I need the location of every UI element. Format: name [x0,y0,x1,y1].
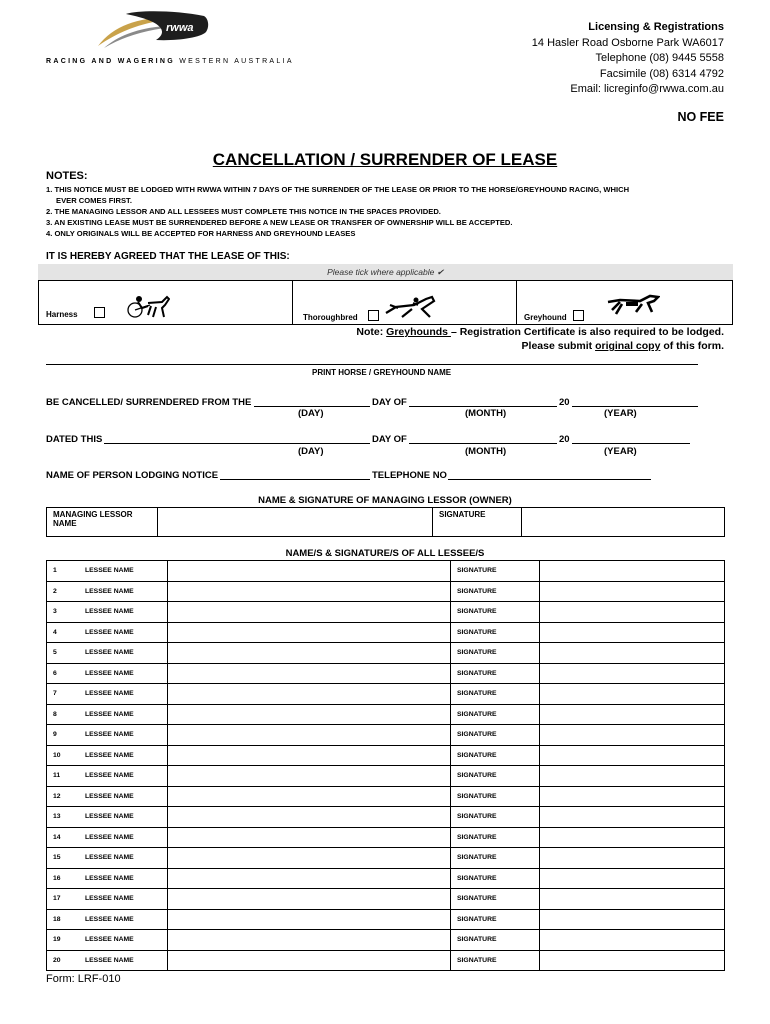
month-sub: (MONTH) [465,446,507,457]
table-row [47,909,725,930]
lessee-signature-field[interactable] [540,704,725,725]
lessee-name-label: LESSEE NAME [79,704,168,725]
lessee-signature-field[interactable] [540,848,725,869]
lessee-name-field[interactable] [168,602,451,623]
lessee-name-field[interactable] [168,950,451,971]
day-sub: (DAY) [298,446,324,457]
lessee-name-field[interactable] [168,704,451,725]
print-name-label: PRINT HORSE / GREYHOUND NAME [312,368,452,377]
lessee-number: 12 [47,786,80,807]
table-row [47,704,725,725]
facsimile: Facsimile (08) 6314 4792 [599,67,724,80]
lessee-signature-label: SIGNATURE [451,622,540,643]
lodging-tel-field[interactable] [448,479,651,480]
lessee-signature-field[interactable] [540,622,725,643]
email: Email: licreginfo@rwwa.com.au [570,83,724,95]
note-item: 1. THIS NOTICE MUST BE LODGED WITH RWWA WITHIN 7 DAYS OF THE SURRENDER OF THE LEASE OR PRIOR TO THE HORSE/GREYHOUND RACING, WHICH [46,185,630,194]
lessor-name-label: MANAGING LESSOR NAME [47,508,158,537]
lessee-number: 13 [47,807,80,828]
rwwa-logo [96,8,211,50]
agreed-heading: IT IS HEREBY AGREED THAT THE LEASE OF THIS: [46,251,290,262]
greyhound-checkbox[interactable] [573,310,584,321]
month-sub: (MONTH) [465,408,507,419]
checkmark-icon: ✔ [436,267,444,277]
lessee-name-field[interactable] [168,766,451,787]
lessee-signature-field[interactable] [540,930,725,951]
lessee-signature-label: SIGNATURE [451,827,540,848]
lessee-signature-field[interactable] [540,663,725,684]
lessee-name-label: LESSEE NAME [79,622,168,643]
lessee-signature-label: SIGNATURE [451,561,540,582]
lessee-number: 6 [47,663,80,684]
lessee-name-field[interactable] [168,786,451,807]
lessee-name-label: LESSEE NAME [79,889,168,910]
lessee-number: 2 [47,581,80,602]
lessee-number: 7 [47,684,80,705]
lessee-name-field[interactable] [168,909,451,930]
table-row [47,725,725,746]
lessee-name-field[interactable] [168,930,451,951]
fee-label: NO FEE [677,110,724,124]
table-row [47,663,725,684]
lessee-number: 14 [47,827,80,848]
lessee-name-field[interactable] [168,663,451,684]
cancelled-label: BE CANCELLED/ SURRENDERED FROM THE [46,397,252,408]
lessee-number: 1 [47,561,80,582]
lessee-name-label: LESSEE NAME [79,561,168,582]
lessee-name-field[interactable] [168,684,451,705]
thoroughbred-label: Thoroughbred [303,313,358,322]
lessee-name-label: LESSEE NAME [79,663,168,684]
lessee-number: 17 [47,889,80,910]
lessee-name-label: LESSEE NAME [79,766,168,787]
lessee-name-field[interactable] [168,889,451,910]
table-row [47,622,725,643]
harness-icon [126,293,170,324]
lodging-name-field[interactable] [220,479,370,480]
telephone: Telephone (08) 9445 5558 [595,52,724,64]
lessee-signature-label: SIGNATURE [451,786,540,807]
lessee-signature-label: SIGNATURE [451,581,540,602]
lessor-signature-label: SIGNATURE [433,508,522,537]
cancel-century-label: 20 [559,397,570,408]
lessee-name-field[interactable] [168,827,451,848]
lessee-name-label: LESSEE NAME [79,581,168,602]
lessor-signature-field[interactable] [522,508,725,537]
lessee-signature-field[interactable] [540,561,725,582]
day-sub: (DAY) [298,408,324,419]
horse-name-field[interactable] [46,364,698,365]
cancel-day-field[interactable] [254,406,370,407]
dated-century-label: 20 [559,434,570,445]
lessee-signature-field[interactable] [540,807,725,828]
lessee-number: 10 [47,745,80,766]
lessee-signature-field[interactable] [540,602,725,623]
lessee-name-field[interactable] [168,745,451,766]
dated-day-field[interactable] [104,443,370,444]
table-row [47,766,725,787]
lodging-tel-label: TELEPHONE NO [372,470,447,481]
svg-text:rwwa: rwwa [166,22,194,34]
table-row [47,561,725,582]
lessee-signature-label: SIGNATURE [451,602,540,623]
street-address: 14 Hasler Road Osborne Park WA6017 [531,36,724,49]
lessee-signature-field[interactable] [540,827,725,848]
lessee-signature-label: SIGNATURE [451,930,540,951]
table-row [47,745,725,766]
table-row [47,684,725,705]
lessee-name-label: LESSEE NAME [79,950,168,971]
lessee-signature-field[interactable] [540,950,725,971]
lessee-name-label: LESSEE NAME [79,602,168,623]
lessee-number: 11 [47,766,80,787]
harness-label: Harness [46,310,78,319]
lessee-signature-label: SIGNATURE [451,766,540,787]
table-row [47,950,725,971]
tagline-light: WESTERN AUSTRALIA [179,58,294,65]
lessee-name-field[interactable] [168,643,451,664]
lessee-number: 15 [47,848,80,869]
lessee-name-label: LESSEE NAME [79,909,168,930]
thoroughbred-icon [382,293,438,324]
lessee-number: 8 [47,704,80,725]
lessor-table [46,507,725,537]
year-sub: (YEAR) [604,446,637,457]
lessee-signature-label: SIGNATURE [451,868,540,889]
lessee-signature-label: SIGNATURE [451,725,540,746]
note-item: 4. ONLY ORIGINALS WILL BE ACCEPTED FOR HARNESS AND GREYHOUND LEASES [46,229,356,238]
lessee-signature-label: SIGNATURE [451,909,540,930]
lessee-number: 3 [47,602,80,623]
table-row [47,786,725,807]
form-id: Form: LRF-010 [46,973,121,985]
lessee-number: 19 [47,930,80,951]
lessee-signature-field[interactable] [540,889,725,910]
lessee-signature-field[interactable] [540,909,725,930]
lessee-number: 5 [47,643,80,664]
lessee-name-field[interactable] [168,581,451,602]
greyhound-label: Greyhound [524,313,567,322]
lessee-number: 18 [47,909,80,930]
thoroughbred-checkbox[interactable] [368,310,379,321]
notes-heading: NOTES: [46,170,88,182]
lessee-name-label: LESSEE NAME [79,807,168,828]
table-row [47,889,725,910]
lessee-signature-label: SIGNATURE [451,807,540,828]
table-row [47,643,725,664]
dated-year-field[interactable] [572,443,690,444]
greyhound-note: Note: Greyhounds – Registration Certificate is also required to be lodged. Please submit original copy of this form. [356,326,724,352]
lessee-signature-label: SIGNATURE [451,643,540,664]
lessee-signature-field[interactable] [540,766,725,787]
lessee-name-label: LESSEE NAME [79,930,168,951]
table-row [47,868,725,889]
lessee-name-label: LESSEE NAME [79,725,168,746]
lessees-heading: NAME/S & SIGNATURE/S OF ALL LESSEE/S [285,548,485,559]
lessees-body [47,561,725,971]
table-row [47,827,725,848]
lessor-name-field[interactable] [158,508,433,537]
lessee-name-label: LESSEE NAME [79,868,168,889]
harness-checkbox[interactable] [94,307,105,318]
table-row [47,848,725,869]
lessees-table [46,560,725,971]
tagline-bold: RACING AND WAGERING [46,58,175,65]
dated-dayof-label: DAY OF [372,434,407,445]
tick-hint: Please tick where applicable ✔ [38,264,733,281]
lessee-signature-label: SIGNATURE [451,745,540,766]
lessee-name-field[interactable] [168,622,451,643]
logo-tagline [46,58,294,65]
lessee-signature-field[interactable] [540,725,725,746]
dated-label: DATED THIS [46,434,103,445]
cancel-year-field[interactable] [572,406,698,407]
divider [292,281,293,325]
dated-month-field[interactable] [409,443,557,444]
lessee-name-label: LESSEE NAME [79,684,168,705]
year-sub: (YEAR) [604,408,637,419]
table-row [47,807,725,828]
cancel-month-field[interactable] [409,406,557,407]
lodging-name-label: NAME OF PERSON LODGING NOTICE [46,470,219,481]
lessee-name-label: LESSEE NAME [79,643,168,664]
lessee-name-field[interactable] [168,848,451,869]
page-title: CANCELLATION / SURRENDER OF LEASE [212,150,558,169]
address-block [532,20,724,98]
lessee-name-field[interactable] [168,725,451,746]
lessee-signature-label: SIGNATURE [451,684,540,705]
lessee-signature-label: SIGNATURE [451,950,540,971]
lessee-name-field[interactable] [168,807,451,828]
lessee-name-label: LESSEE NAME [79,786,168,807]
lessee-name-field[interactable] [168,868,451,889]
lessee-number: 20 [47,950,80,971]
lessee-number: 4 [47,622,80,643]
lessee-signature-field[interactable] [540,868,725,889]
lessee-signature-label: SIGNATURE [451,848,540,869]
dept-name: Licensing & Registrations [588,21,724,33]
lessee-name-label: LESSEE NAME [79,745,168,766]
lessee-signature-label: SIGNATURE [451,889,540,910]
note-item: 2. THE MANAGING LESSOR AND ALL LESSEES MUST COMPLETE THIS NOTICE IN THE SPACES PROVIDED. [46,207,441,216]
lessee-signature-label: SIGNATURE [451,663,540,684]
lessee-signature-field[interactable] [540,684,725,705]
cancel-dayof-label: DAY OF [372,397,407,408]
lessee-signature-label: SIGNATURE [451,704,540,725]
notes-list [46,184,726,239]
lessee-signature-field[interactable] [540,581,725,602]
lessee-name-label: LESSEE NAME [79,827,168,848]
lessee-number: 9 [47,725,80,746]
lessee-name-label: LESSEE NAME [79,848,168,869]
table-row [47,581,725,602]
table-row [47,602,725,623]
table-row [47,930,725,951]
greyhound-icon [606,292,660,323]
lessee-signature-field[interactable] [540,786,725,807]
note-item: 3. AN EXISTING LEASE MUST BE SURRENDERED BEFORE A NEW LEASE OR TRANSFER OF OWNERSHIP WILL BE ACCEPTED. [46,218,513,227]
lessee-number: 16 [47,868,80,889]
note-item: EVER COMES FIRST. [56,196,132,205]
lessee-signature-field[interactable] [540,745,725,766]
lessor-heading: NAME & SIGNATURE OF MANAGING LESSOR (OWNER) [258,495,512,506]
divider [516,281,517,325]
lessee-name-field[interactable] [168,561,451,582]
lessee-signature-field[interactable] [540,643,725,664]
